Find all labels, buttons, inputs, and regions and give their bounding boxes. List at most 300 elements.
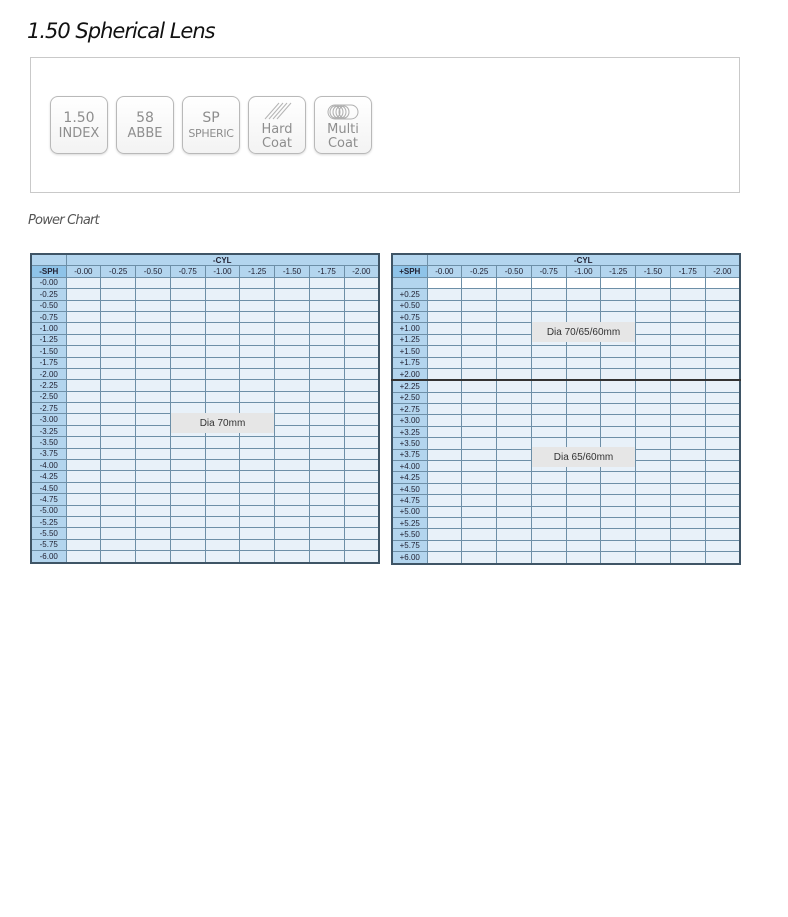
table-cell bbox=[601, 415, 636, 426]
table-cell bbox=[531, 552, 566, 564]
table-cell bbox=[670, 552, 705, 564]
table-cell bbox=[566, 357, 601, 368]
table-cell bbox=[309, 300, 344, 311]
badge-label-line1: Hard bbox=[261, 122, 293, 137]
sph-row-label: +5.50 bbox=[392, 529, 427, 540]
table-cell bbox=[309, 323, 344, 334]
table-cell bbox=[670, 300, 705, 311]
table-cell bbox=[427, 483, 462, 494]
table-cell bbox=[670, 368, 705, 380]
table-cell bbox=[705, 506, 740, 517]
table-cell bbox=[705, 461, 740, 472]
table-cell bbox=[601, 529, 636, 540]
table-row bbox=[392, 368, 740, 380]
sph-row-label: -2.00 bbox=[31, 368, 66, 379]
table-cell bbox=[531, 517, 566, 528]
table-cell bbox=[636, 404, 671, 415]
table-cell bbox=[136, 551, 171, 563]
table-cell bbox=[275, 289, 310, 300]
table-cell bbox=[601, 506, 636, 517]
table-cell bbox=[275, 425, 310, 436]
table-cell bbox=[275, 380, 310, 391]
table-cell bbox=[497, 380, 532, 392]
table-cell bbox=[136, 414, 171, 425]
table-row bbox=[31, 368, 379, 379]
sph-row-label: -2.25 bbox=[31, 380, 66, 391]
table-cell bbox=[636, 438, 671, 449]
table-cell bbox=[136, 460, 171, 471]
table-cell bbox=[636, 289, 671, 300]
table-cell bbox=[566, 404, 601, 415]
table-cell bbox=[427, 346, 462, 357]
table-row bbox=[392, 346, 740, 357]
table-cell bbox=[427, 495, 462, 506]
table-cell bbox=[344, 300, 379, 311]
table-cell bbox=[205, 300, 240, 311]
table-cell bbox=[670, 529, 705, 540]
table-cell bbox=[601, 404, 636, 415]
table-cell bbox=[462, 495, 497, 506]
table-cell bbox=[240, 505, 275, 516]
sph-row-label: -4.00 bbox=[31, 460, 66, 471]
table-cell bbox=[136, 311, 171, 322]
table-cell bbox=[344, 403, 379, 414]
table-row bbox=[392, 506, 740, 517]
badge-label-line1: Multi bbox=[327, 122, 359, 137]
table-cell bbox=[427, 380, 462, 392]
table-cell bbox=[601, 517, 636, 528]
table-cell bbox=[705, 404, 740, 415]
table-row bbox=[31, 551, 379, 563]
table-cell bbox=[636, 449, 671, 460]
cyl-column-header: -0.00 bbox=[66, 266, 101, 277]
sph-row-label: -4.50 bbox=[31, 482, 66, 493]
table-cell bbox=[205, 551, 240, 563]
table-cell bbox=[275, 528, 310, 539]
table-cell bbox=[240, 551, 275, 563]
sph-row-label: -1.50 bbox=[31, 346, 66, 357]
table-cell bbox=[705, 289, 740, 300]
table-row bbox=[392, 529, 740, 540]
sph-row-label: -0.50 bbox=[31, 300, 66, 311]
table-cell bbox=[101, 323, 136, 334]
table-cell bbox=[531, 380, 566, 392]
table-cell bbox=[462, 346, 497, 357]
table-row bbox=[392, 300, 740, 311]
badge-label-line2: Coat bbox=[261, 136, 293, 151]
table-cell bbox=[601, 368, 636, 380]
table-cell bbox=[636, 346, 671, 357]
table-cell bbox=[309, 425, 344, 436]
table-cell bbox=[705, 529, 740, 540]
table-cell bbox=[136, 323, 171, 334]
table-row bbox=[392, 517, 740, 528]
table-cell bbox=[670, 438, 705, 449]
table-cell bbox=[462, 289, 497, 300]
table-cell bbox=[344, 539, 379, 550]
sph-row-label: -5.00 bbox=[31, 505, 66, 516]
table-cell bbox=[705, 346, 740, 357]
table-cell bbox=[170, 494, 205, 505]
table-cell bbox=[205, 528, 240, 539]
table-cell bbox=[101, 482, 136, 493]
table-cell bbox=[170, 460, 205, 471]
table-cell bbox=[497, 277, 532, 288]
table-cell bbox=[462, 483, 497, 494]
table-cell bbox=[427, 277, 462, 288]
table-cell bbox=[531, 529, 566, 540]
table-cell bbox=[427, 540, 462, 551]
sph-row-label: -6.00 bbox=[31, 551, 66, 563]
table-cell bbox=[636, 380, 671, 392]
table-cell bbox=[566, 380, 601, 392]
sph-row-label: +4.00 bbox=[392, 461, 427, 472]
table-cell bbox=[344, 460, 379, 471]
table-cell bbox=[670, 540, 705, 551]
badge-value: 1.50 bbox=[63, 110, 95, 126]
table-cell bbox=[636, 334, 671, 345]
table-cell bbox=[240, 516, 275, 527]
table-cell bbox=[170, 277, 205, 288]
table-cell bbox=[462, 380, 497, 392]
table-cell bbox=[344, 368, 379, 379]
table-cell bbox=[462, 529, 497, 540]
table-cell bbox=[170, 334, 205, 345]
table-cell bbox=[309, 334, 344, 345]
table-cell bbox=[66, 357, 101, 368]
table-cell bbox=[240, 300, 275, 311]
table-row bbox=[392, 415, 740, 426]
multi-coat-icon bbox=[315, 101, 371, 123]
sph-row-label: +5.75 bbox=[392, 540, 427, 551]
table-cell bbox=[136, 334, 171, 345]
table-cell bbox=[309, 505, 344, 516]
table-cell bbox=[427, 392, 462, 403]
table-cell bbox=[566, 506, 601, 517]
table-cell bbox=[636, 540, 671, 551]
table-cell bbox=[705, 311, 740, 322]
table-cell bbox=[531, 415, 566, 426]
table-cell bbox=[101, 448, 136, 459]
table-cell bbox=[670, 506, 705, 517]
table-cell bbox=[101, 346, 136, 357]
sph-row-label: +3.75 bbox=[392, 449, 427, 460]
sph-row-label: +0.50 bbox=[392, 300, 427, 311]
corner-cell bbox=[31, 254, 66, 266]
table-cell bbox=[497, 415, 532, 426]
table-cell bbox=[705, 426, 740, 437]
sph-row-label: +5.25 bbox=[392, 517, 427, 528]
table-cell bbox=[240, 471, 275, 482]
table-cell bbox=[427, 552, 462, 564]
table-cell bbox=[462, 415, 497, 426]
table-cell bbox=[66, 311, 101, 322]
table-cell bbox=[705, 323, 740, 334]
table-cell bbox=[462, 552, 497, 564]
abbe-badge bbox=[116, 96, 174, 154]
table-cell bbox=[101, 368, 136, 379]
table-cell bbox=[344, 414, 379, 425]
table-cell bbox=[497, 552, 532, 564]
table-cell bbox=[309, 494, 344, 505]
table-row bbox=[31, 300, 379, 311]
table-cell bbox=[705, 415, 740, 426]
cyl-column-header: -0.50 bbox=[497, 266, 532, 277]
table-row bbox=[392, 483, 740, 494]
table-cell bbox=[462, 334, 497, 345]
table-cell bbox=[205, 289, 240, 300]
sph-row-label: -3.50 bbox=[31, 437, 66, 448]
table-cell bbox=[497, 461, 532, 472]
table-cell bbox=[309, 528, 344, 539]
table-row bbox=[392, 289, 740, 300]
table-cell bbox=[497, 529, 532, 540]
table-cell bbox=[670, 380, 705, 392]
table-cell bbox=[170, 391, 205, 402]
table-row bbox=[31, 311, 379, 322]
cyl-header: -CYL bbox=[427, 254, 740, 266]
table-cell bbox=[240, 277, 275, 288]
table-cell bbox=[427, 529, 462, 540]
table-cell bbox=[66, 391, 101, 402]
table-cell bbox=[670, 495, 705, 506]
table-cell bbox=[531, 404, 566, 415]
table-cell bbox=[170, 346, 205, 357]
table-cell bbox=[497, 517, 532, 528]
table-cell bbox=[531, 357, 566, 368]
table-row bbox=[392, 392, 740, 403]
table-cell bbox=[66, 300, 101, 311]
table-cell bbox=[66, 539, 101, 550]
sph-row-label: +0.75 bbox=[392, 311, 427, 322]
table-cell bbox=[205, 357, 240, 368]
table-cell bbox=[275, 460, 310, 471]
table-cell bbox=[427, 415, 462, 426]
table-cell bbox=[136, 528, 171, 539]
table-cell bbox=[670, 472, 705, 483]
cyl-header-row bbox=[392, 254, 740, 266]
table-cell bbox=[531, 506, 566, 517]
table-cell bbox=[344, 505, 379, 516]
sph-row-label: -0.00 bbox=[31, 277, 66, 288]
table-cell bbox=[275, 414, 310, 425]
sph-row-label: +5.00 bbox=[392, 506, 427, 517]
table-row bbox=[392, 404, 740, 415]
table-row bbox=[31, 539, 379, 550]
table-cell bbox=[601, 300, 636, 311]
sph-row-label: -2.50 bbox=[31, 391, 66, 402]
table-cell bbox=[427, 334, 462, 345]
table-cell bbox=[636, 552, 671, 564]
table-cell bbox=[344, 357, 379, 368]
table-cell bbox=[427, 289, 462, 300]
table-cell bbox=[66, 437, 101, 448]
table-cell bbox=[309, 482, 344, 493]
table-cell bbox=[240, 334, 275, 345]
table-cell bbox=[344, 391, 379, 402]
sph-row-label: -1.25 bbox=[31, 334, 66, 345]
table-cell bbox=[531, 426, 566, 437]
table-cell bbox=[170, 380, 205, 391]
table-cell bbox=[531, 300, 566, 311]
table-cell bbox=[636, 461, 671, 472]
table-cell bbox=[275, 334, 310, 345]
table-cell bbox=[344, 448, 379, 459]
table-cell bbox=[275, 551, 310, 563]
table-row bbox=[31, 494, 379, 505]
table-cell bbox=[309, 437, 344, 448]
table-cell bbox=[497, 311, 532, 322]
sph-row-label: -3.25 bbox=[31, 425, 66, 436]
table-cell bbox=[636, 323, 671, 334]
table-cell bbox=[566, 300, 601, 311]
table-row bbox=[392, 472, 740, 483]
sph-row-label: +1.00 bbox=[392, 323, 427, 334]
table-cell bbox=[462, 472, 497, 483]
table-row bbox=[31, 277, 379, 288]
table-cell bbox=[309, 380, 344, 391]
table-cell bbox=[309, 357, 344, 368]
table-cell bbox=[497, 449, 532, 460]
row-label bbox=[392, 277, 427, 288]
table-cell bbox=[566, 277, 601, 288]
spheric-badge bbox=[182, 96, 240, 154]
table-cell bbox=[705, 277, 740, 288]
table-cell bbox=[705, 495, 740, 506]
table-cell bbox=[101, 380, 136, 391]
table-cell bbox=[240, 323, 275, 334]
table-cell bbox=[170, 505, 205, 516]
table-cell bbox=[170, 551, 205, 563]
table-cell bbox=[427, 461, 462, 472]
table-cell bbox=[427, 404, 462, 415]
table-cell bbox=[205, 346, 240, 357]
table-cell bbox=[705, 357, 740, 368]
table-cell bbox=[462, 438, 497, 449]
table-cell bbox=[497, 540, 532, 551]
table-cell bbox=[66, 414, 101, 425]
table-cell bbox=[344, 482, 379, 493]
table-cell bbox=[240, 391, 275, 402]
table-cell bbox=[101, 300, 136, 311]
table-cell bbox=[136, 516, 171, 527]
table-row bbox=[31, 380, 379, 391]
table-cell bbox=[344, 551, 379, 563]
table-cell bbox=[136, 300, 171, 311]
table-row bbox=[392, 552, 740, 564]
table-cell bbox=[497, 368, 532, 380]
table-row bbox=[31, 437, 379, 448]
table-cell bbox=[705, 438, 740, 449]
dia-70-65-60-label: Dia 70/65/60mm bbox=[532, 322, 635, 342]
table-cell bbox=[636, 506, 671, 517]
table-cell bbox=[309, 289, 344, 300]
table-cell bbox=[275, 391, 310, 402]
table-cell bbox=[205, 448, 240, 459]
table-cell bbox=[427, 323, 462, 334]
cyl-column-header: -1.25 bbox=[601, 266, 636, 277]
sph-header: +SPH bbox=[392, 266, 427, 277]
table-cell bbox=[136, 277, 171, 288]
sph-row-label: +1.50 bbox=[392, 346, 427, 357]
table-cell bbox=[344, 471, 379, 482]
sph-row-label: +2.25 bbox=[392, 380, 427, 392]
badge-label: INDEX bbox=[58, 126, 100, 141]
table-cell bbox=[566, 346, 601, 357]
table-cell bbox=[170, 300, 205, 311]
table-cell bbox=[344, 437, 379, 448]
blank-row bbox=[392, 277, 740, 288]
table-cell bbox=[240, 539, 275, 550]
table-cell bbox=[705, 334, 740, 345]
index-badge bbox=[50, 96, 108, 154]
table-cell bbox=[66, 323, 101, 334]
table-cell bbox=[240, 311, 275, 322]
table-cell bbox=[275, 277, 310, 288]
table-cell bbox=[66, 448, 101, 459]
table-cell bbox=[101, 277, 136, 288]
table-cell bbox=[531, 495, 566, 506]
table-cell bbox=[170, 539, 205, 550]
sph-row-label: +1.75 bbox=[392, 357, 427, 368]
table-cell bbox=[66, 277, 101, 288]
table-cell bbox=[566, 540, 601, 551]
sph-row-label: +6.00 bbox=[392, 552, 427, 564]
table-cell bbox=[240, 380, 275, 391]
table-cell bbox=[462, 404, 497, 415]
table-cell bbox=[205, 368, 240, 379]
table-cell bbox=[636, 472, 671, 483]
table-cell bbox=[275, 300, 310, 311]
table-cell bbox=[497, 483, 532, 494]
table-cell bbox=[566, 368, 601, 380]
table-row bbox=[31, 460, 379, 471]
sph-row-label: +2.75 bbox=[392, 404, 427, 415]
table-row bbox=[31, 391, 379, 402]
table-cell bbox=[66, 551, 101, 563]
table-cell bbox=[636, 300, 671, 311]
table-cell bbox=[136, 448, 171, 459]
sph-row-label: +3.50 bbox=[392, 438, 427, 449]
table-cell bbox=[427, 311, 462, 322]
table-cell bbox=[705, 552, 740, 564]
table-cell bbox=[309, 311, 344, 322]
table-cell bbox=[101, 528, 136, 539]
table-cell bbox=[636, 483, 671, 494]
table-cell bbox=[344, 516, 379, 527]
table-cell bbox=[205, 334, 240, 345]
table-cell bbox=[427, 472, 462, 483]
table-cell bbox=[240, 289, 275, 300]
table-cell bbox=[101, 334, 136, 345]
table-cell bbox=[309, 391, 344, 402]
table-cell bbox=[309, 403, 344, 414]
table-cell bbox=[705, 392, 740, 403]
table-cell bbox=[462, 368, 497, 380]
cyl-header: -CYL bbox=[66, 254, 379, 266]
table-cell bbox=[462, 300, 497, 311]
table-cell bbox=[344, 311, 379, 322]
table-cell bbox=[497, 323, 532, 334]
table-cell bbox=[705, 368, 740, 380]
table-cell bbox=[670, 461, 705, 472]
table-cell bbox=[240, 448, 275, 459]
table-cell bbox=[309, 448, 344, 459]
table-cell bbox=[427, 368, 462, 380]
table-cell bbox=[670, 277, 705, 288]
table-cell bbox=[275, 539, 310, 550]
table-cell bbox=[275, 368, 310, 379]
